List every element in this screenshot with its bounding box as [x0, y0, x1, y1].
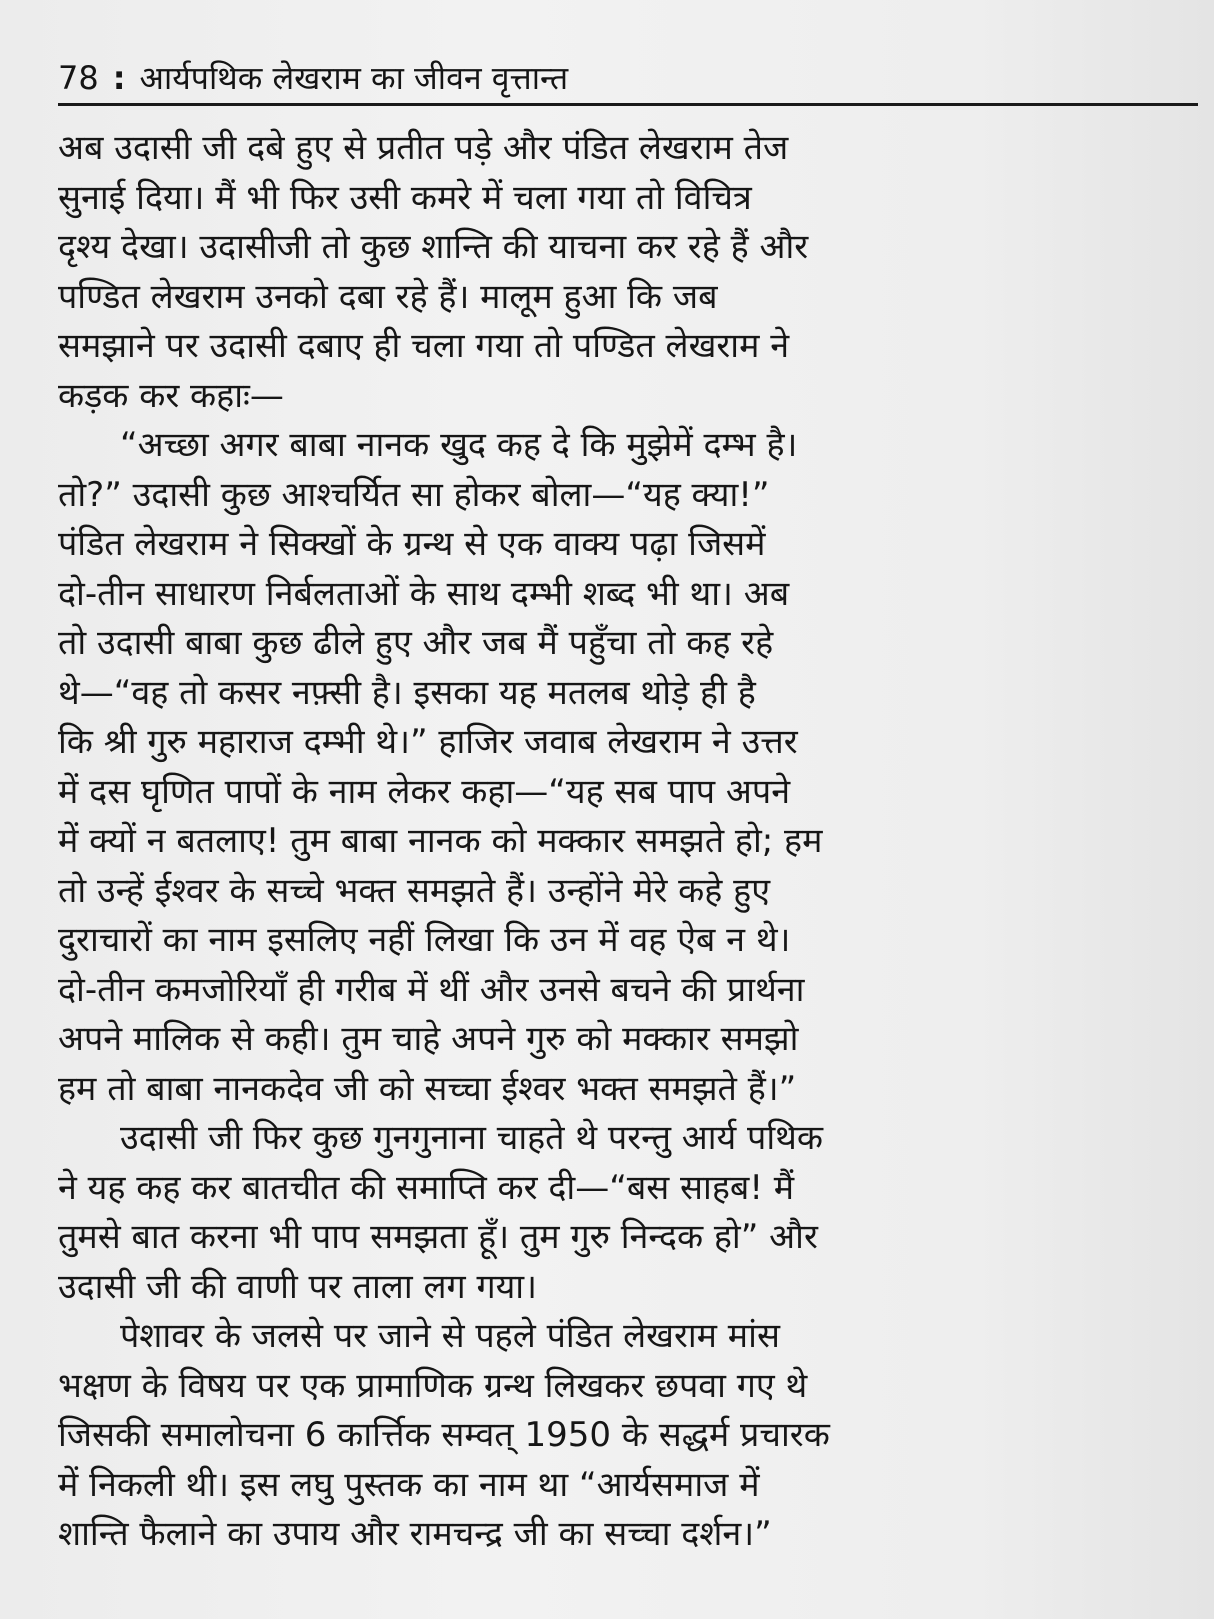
text-line: कड़क कर कहाः—	[58, 375, 284, 416]
header-rule	[58, 103, 1198, 106]
text-line: पंडित लेखराम ने सिक्खों के ग्रन्थ से एक वाक्य पढ़ा जिसमें	[58, 524, 766, 564]
page-number: 78	[58, 59, 99, 97]
text-line: समझाने पर उदासी दबाए ही चला गया तो पण्डित लेखराम ने	[58, 326, 790, 366]
text-line: तो उदासी बाबा कुछ ढीले हुए और जब मैं पहुँचा तो कह रहे	[58, 623, 774, 663]
text-line: तो?” उदासी कुछ आश्चर्यित सा होकर बोला—“यह क्या!”	[58, 474, 770, 515]
text-line: पेशावर के जलसे पर जाने से पहले पंडित लेखराम मांस	[120, 1316, 780, 1356]
text-line: पण्डित लेखराम उनको दबा रहे हैं। मालूम हुआ कि जब	[58, 276, 718, 317]
text-line: तुमसे बात करना भी पाप समझता हूँ। तुम गुरु निन्दक हो” और	[58, 1217, 818, 1257]
text-line: भक्षण के विषय पर एक प्रामाणिक ग्रन्थ लिखकर छपवा गए थे	[58, 1365, 808, 1406]
text-line: थे—“वह तो कसर नफ़्सी है। इसका यह मतलब थोड़े ही है	[58, 672, 756, 713]
header-separator: :	[112, 59, 126, 97]
text-line: कि श्री गुरु महाराज दम्भी थे।” हाजिर जवाब लेखराम ने उत्तर	[58, 722, 798, 762]
text-line: उदासी जी की वाणी पर ताला लग गया।	[58, 1266, 537, 1307]
page-header	[58, 52, 1198, 104]
text-line: तो उन्हें ईश्वर के सच्चे भक्त समझते हैं। उन्होंने मेरे कहे हुए	[58, 870, 771, 911]
text-line: शान्ति फैलाने का उपाय और रामचन्द्र जी का सच्चा दर्शन।”	[58, 1514, 772, 1554]
text-line: दो-तीन कमजोरियाँ ही गरीब में थीं और उनसे बचने की प्रार्थना	[58, 969, 805, 1010]
text-line: अब उदासी जी दबे हुए से प्रतीत पड़े और पंडित लेखराम तेज	[58, 128, 789, 168]
text-line: जिसकी समालोचना 6 कार्त्तिक सम्वत् 1950 के सद्धर्म प्रचारक	[58, 1415, 830, 1455]
text-line: ने यह कह कर बातचीत की समाप्ति कर दी—“बस साहब! मैं	[58, 1167, 795, 1208]
text-line: में क्यों न बतलाए! तुम बाबा नानक को मक्कार समझते हो; हम	[58, 821, 823, 861]
text-line: दुराचारों का नाम इसलिए नहीं लिखा कि उन में वह ऐब न थे।	[58, 920, 791, 960]
text-line: दृश्य देखा। उदासीजी तो कुछ शान्ति की याचना कर रहे हैं और	[58, 227, 809, 267]
text-line: अपने मालिक से कही। तुम चाहे अपने गुरु को मक्कार समझो	[58, 1019, 799, 1059]
text-line: हम तो बाबा नानकदेव जी को सच्चा ईश्वर भक्त समझते हैं।”	[58, 1068, 797, 1109]
running-title: आर्यपथिक लेखराम का जीवन वृत्तान्त	[139, 59, 569, 97]
body-text	[58, 124, 1198, 1560]
text-line: दो-तीन साधारण निर्बलताओं के साथ दम्भी शब्द भी था। अब	[58, 573, 790, 614]
text-line: सुनाई दिया। मैं भी फिर उसी कमरे में चला गया तो विचित्र	[58, 177, 752, 218]
text-line: “अच्छा अगर बाबा नानक खुद कह दे कि मुझेमें दम्भ है।	[120, 425, 798, 465]
text-line: उदासी जी फिर कुछ गुनगुनाना चाहते थे परन्तु आर्य पथिक	[120, 1118, 824, 1158]
text-line: में निकली थी। इस लघु पुस्तक का नाम था “आर्यसमाज में	[58, 1464, 760, 1505]
text-line: में दस घृणित पापों के नाम लेकर कहा—“यह सब पाप अपने	[58, 771, 791, 812]
